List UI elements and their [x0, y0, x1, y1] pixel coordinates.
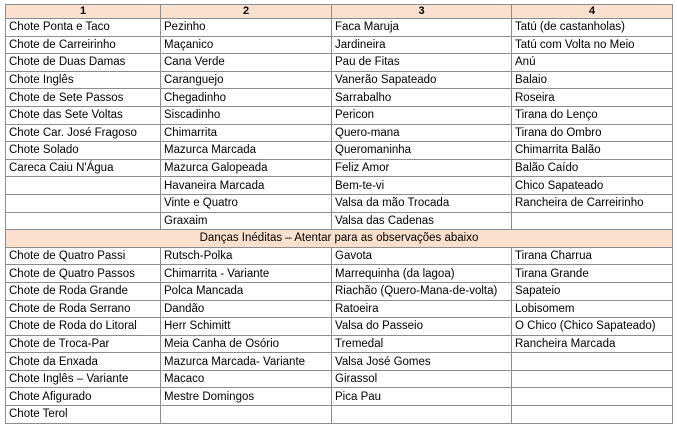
table-header — [6, 5, 673, 19]
table-row — [6, 142, 673, 160]
table-row — [6, 318, 673, 336]
table-cell: Siscadinho — [161, 106, 332, 124]
table-cell: Chote de Roda do Litoral — [6, 318, 161, 336]
table-cell: Vanerão Sapateado — [332, 71, 512, 89]
table-cell: Chote de Carreirinho — [6, 36, 161, 54]
table-cell: Mestre Domingos — [161, 388, 332, 406]
table-cell: Bem-te-vi — [332, 177, 512, 195]
table-cell: Valsa José Gomes — [332, 353, 512, 371]
table-cell: Queromaninha — [332, 142, 512, 160]
table-row — [6, 124, 673, 142]
table-cell: Tirana do Lenço — [512, 106, 673, 124]
table-cell: Herr Schimitt — [161, 318, 332, 336]
column-header: 2 — [161, 5, 332, 19]
table-row — [6, 247, 673, 265]
dance-table-container — [5, 4, 673, 424]
table-cell: Pezinho — [161, 19, 332, 37]
table-cell: Chimarrita Balão — [512, 142, 673, 160]
table-cell: Rutsch-Polka — [161, 247, 332, 265]
group-1-body — [6, 19, 673, 230]
table-cell: Chote de Sete Passos — [6, 89, 161, 107]
table-cell: Valsa das Cadenas — [332, 212, 512, 230]
table-row — [6, 54, 673, 72]
table-cell: O Chico (Chico Sapateado) — [512, 318, 673, 336]
table-row — [6, 388, 673, 406]
table-cell: Faca Maruja — [332, 19, 512, 37]
table-cell: Tremedal — [332, 335, 512, 353]
table-cell: Chote de Duas Damas — [6, 54, 161, 72]
table-cell: Ratoeira — [332, 300, 512, 318]
table-cell: Graxaim — [161, 212, 332, 230]
table-cell: Roseira — [512, 89, 673, 107]
table-cell: Polca Mancada — [161, 282, 332, 300]
table-cell: Chote Ponta e Taco — [6, 19, 161, 37]
table-cell: Chote Terol — [6, 406, 161, 424]
table-cell: Balaio — [512, 71, 673, 89]
table-cell: Dandão — [161, 300, 332, 318]
table-row — [6, 106, 673, 124]
table-cell: Jardineira — [332, 36, 512, 54]
table-cell: Mazurca Marcada- Variante — [161, 353, 332, 371]
table-row — [6, 194, 673, 212]
table-cell: Mazurca Galopeada — [161, 159, 332, 177]
table-cell: Chote Inglês — [6, 71, 161, 89]
table-cell: Chote de Quatro Passi — [6, 247, 161, 265]
table-cell: Vinte e Quatro — [161, 194, 332, 212]
dance-table — [5, 4, 673, 424]
table-cell: Careca Caiu N'Água — [6, 159, 161, 177]
section-title: Danças Inéditas – Atentar para as observações abaixo — [6, 230, 673, 248]
table-cell: Girassol — [332, 370, 512, 388]
table-cell — [512, 406, 673, 424]
table-cell — [512, 353, 673, 371]
table-row — [6, 19, 673, 37]
table-cell: Tirana Grande — [512, 265, 673, 283]
table-cell: Tatú (de castanholas) — [512, 19, 673, 37]
table-cell: Chote de Roda Serrano — [6, 300, 161, 318]
table-cell — [332, 406, 512, 424]
table-cell: Lobisomem — [512, 300, 673, 318]
section-row — [6, 230, 673, 248]
table-cell: Chote de Quatro Passos — [6, 265, 161, 283]
table-row — [6, 370, 673, 388]
table-cell: Valsa do Passeio — [332, 318, 512, 336]
table-cell: Quero-mana — [332, 124, 512, 142]
table-cell: Chote de Troca-Par — [6, 335, 161, 353]
table-cell — [512, 212, 673, 230]
table-cell: Chote Car. José Fragoso — [6, 124, 161, 142]
table-cell: Chimarrita — [161, 124, 332, 142]
column-header: 3 — [332, 5, 512, 19]
table-cell: Tatú com Volta no Meio — [512, 36, 673, 54]
table-cell — [6, 212, 161, 230]
table-cell: Maçanico — [161, 36, 332, 54]
table-cell: Feliz Amor — [332, 159, 512, 177]
column-header: 4 — [512, 5, 673, 19]
column-header: 1 — [6, 5, 161, 19]
section-divider — [6, 230, 673, 248]
table-cell: Anú — [512, 54, 673, 72]
table-row — [6, 335, 673, 353]
table-cell: Chegadinho — [161, 89, 332, 107]
table-cell: Gavota — [332, 247, 512, 265]
table-cell: Chote Inglês – Variante — [6, 370, 161, 388]
table-cell: Pericon — [332, 106, 512, 124]
table-cell: Marrequinha (da lagoa) — [332, 265, 512, 283]
table-row — [6, 177, 673, 195]
table-cell: Macaco — [161, 370, 332, 388]
table-row — [6, 89, 673, 107]
table-cell: Chote Solado — [6, 142, 161, 160]
table-cell: Balão Caído — [512, 159, 673, 177]
table-cell: Havaneira Marcada — [161, 177, 332, 195]
table-cell: Meia Canha de Osório — [161, 335, 332, 353]
table-cell: Rancheira Marcada — [512, 335, 673, 353]
table-cell: Tirana do Ombro — [512, 124, 673, 142]
table-row — [6, 300, 673, 318]
table-cell: Sarrabalho — [332, 89, 512, 107]
table-cell — [6, 177, 161, 195]
table-cell: Chote das Sete Voltas — [6, 106, 161, 124]
table-cell: Pica Pau — [332, 388, 512, 406]
group-2-body — [6, 247, 673, 423]
table-cell — [512, 388, 673, 406]
header-row — [6, 5, 673, 19]
table-cell: Caranguejo — [161, 71, 332, 89]
table-cell: Chimarrita - Variante — [161, 265, 332, 283]
table-row — [6, 36, 673, 54]
table-cell — [512, 370, 673, 388]
table-cell: Chote da Enxada — [6, 353, 161, 371]
table-row — [6, 406, 673, 424]
table-cell: Cana Verde — [161, 54, 332, 72]
table-cell: Chote Afigurado — [6, 388, 161, 406]
table-row — [6, 71, 673, 89]
table-cell: Chico Sapateado — [512, 177, 673, 195]
table-cell: Rancheira de Carreirinho — [512, 194, 673, 212]
table-cell — [6, 194, 161, 212]
table-row — [6, 212, 673, 230]
table-row — [6, 353, 673, 371]
table-cell: Chote de Roda Grande — [6, 282, 161, 300]
table-row — [6, 159, 673, 177]
table-cell: Mazurca Marcada — [161, 142, 332, 160]
table-cell: Valsa da mão Trocada — [332, 194, 512, 212]
table-cell: Tirana Charrua — [512, 247, 673, 265]
table-row — [6, 282, 673, 300]
table-cell: Riachão (Quero-Mana-de-volta) — [332, 282, 512, 300]
table-cell: Sapateio — [512, 282, 673, 300]
table-row — [6, 265, 673, 283]
table-cell: Pau de Fitas — [332, 54, 512, 72]
table-cell — [161, 406, 332, 424]
